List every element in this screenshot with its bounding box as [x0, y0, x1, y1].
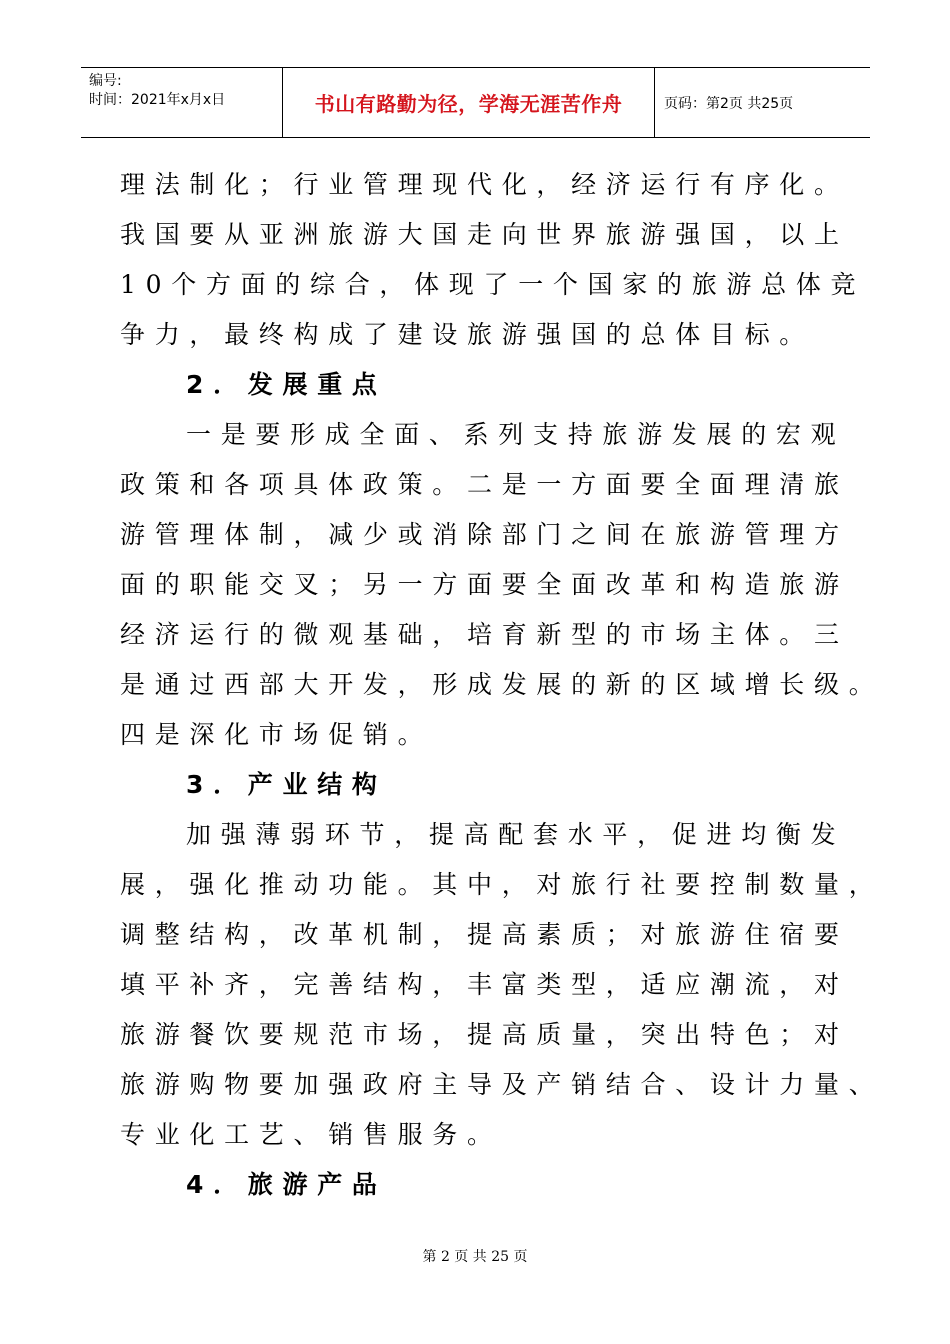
body-line: 填平补齐，完善结构，丰富类型，适应潮流，对 — [120, 970, 849, 999]
body-line: 政策和各项具体政策。二是一方面要全面理清旅 — [120, 470, 849, 499]
body-line: 游管理体制，减少或消除部门之间在旅游管理方 — [120, 520, 849, 549]
body-line: 旅游购物要加强政府主导及产销结合、设计力量、 — [120, 1070, 884, 1099]
body-line: 面的职能交叉；另一方面要全面改革和构造旅游 — [120, 570, 849, 599]
body-line: 我国要从亚洲旅游大国走向世界旅游强国，以上 — [120, 220, 849, 249]
header-meta — [81, 68, 283, 137]
body-line: 展，强化推动功能。其中，对旅行社要控制数量， — [120, 870, 884, 899]
body-line: 10个方面的综合，体现了一个国家的旅游总体竞 — [120, 270, 866, 299]
section-heading: 4．旅游产品 — [186, 1170, 387, 1199]
body-line: 四是深化市场促销。 — [120, 720, 433, 749]
header-motto: 书山有路勤为径，学海无涯苦作舟 — [283, 68, 655, 137]
page-footer: 第 2 页 共 25 页 — [422, 1249, 528, 1265]
body-line: 加强薄弱环节，提高配套水平，促进均衡发 — [186, 820, 846, 849]
document-header — [81, 67, 870, 138]
header-page-label: 页码：第2页 共25页 — [664, 95, 794, 112]
section-heading: 3．产业结构 — [186, 770, 387, 799]
body-line: 经济运行的微观基础，培育新型的市场主体。三 — [120, 620, 849, 649]
body-line: 调整结构，改革机制，提高素质；对旅游住宿要 — [120, 920, 849, 949]
body-line: 专业化工艺、销售服务。 — [120, 1120, 502, 1149]
body-line: 争力，最终构成了建设旅游强国的总体目标。 — [120, 320, 815, 349]
time-label: 时间：2021年x月x日 — [89, 92, 226, 108]
section-heading: 2．发展重点 — [186, 370, 387, 399]
body-line: 一是要形成全面、系列支持旅游发展的宏观 — [186, 420, 846, 449]
body-line: 是通过西部大开发，形成发展的新的区域增长级。 — [120, 670, 884, 699]
document-body — [120, 160, 884, 1210]
body-line: 旅游餐饮要规范市场，提高质量，突出特色；对 — [120, 1020, 849, 1049]
body-line: 理法制化；行业管理现代化，经济运行有序化。 — [120, 170, 849, 199]
number-label: 编号: — [89, 73, 122, 89]
